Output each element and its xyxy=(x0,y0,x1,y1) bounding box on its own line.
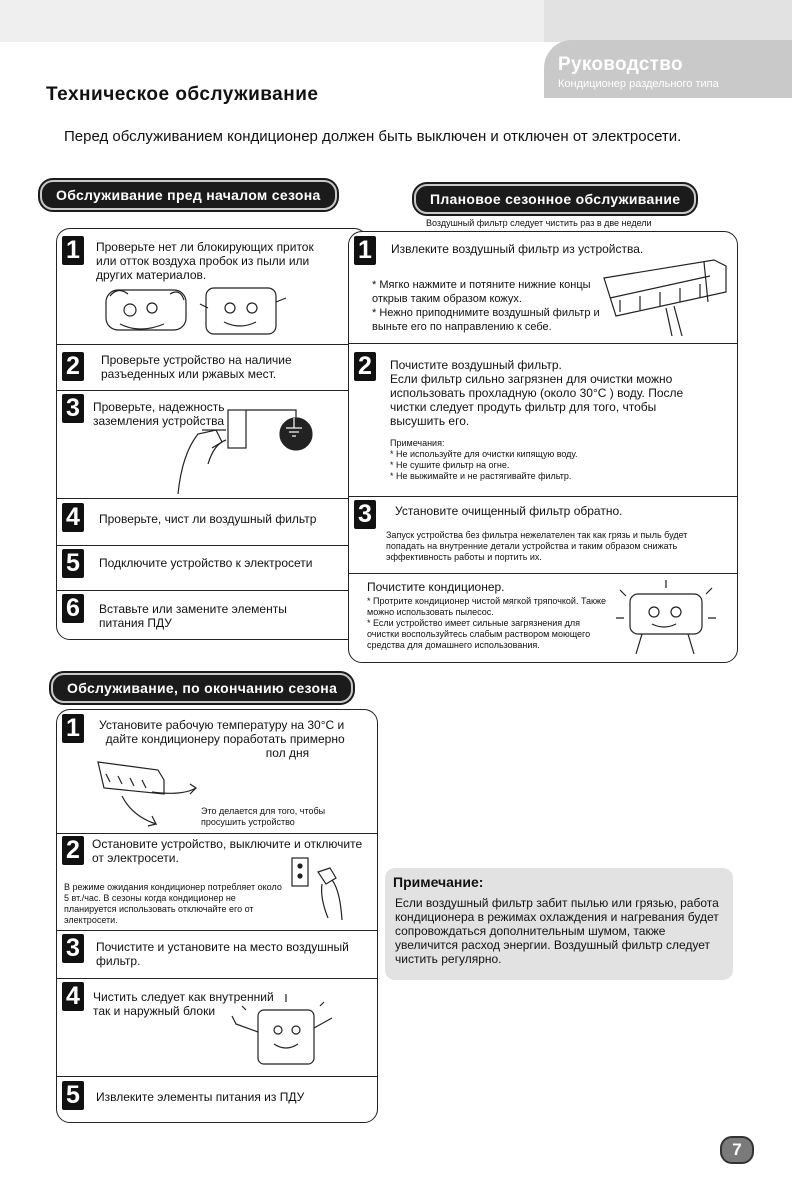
intro-text: Перед обслуживанием кондиционер должен быть выключен и отключен от электросети. xyxy=(64,128,682,145)
pre-season-heading: Обслуживание пред началом сезона xyxy=(40,180,337,210)
step-number: 3 xyxy=(354,500,376,529)
divider xyxy=(56,498,367,499)
step-text: Остановите устройство, выключите и отключите от электросети. xyxy=(92,837,363,865)
step-text: Проверьте, чист ли воздушный фильтр xyxy=(99,512,317,526)
seasonal-subheading: Воздушный фильтр следует чистить раз в две недели xyxy=(426,218,652,228)
step-number: 1 xyxy=(354,236,376,265)
step-text: Извлеките воздушный фильтр из устройства. xyxy=(391,242,644,256)
unplug-hand-illustration xyxy=(288,854,358,924)
divider xyxy=(56,1076,377,1077)
divider xyxy=(56,344,367,345)
clean-units-illustration xyxy=(228,992,338,1074)
step-text: Проверьте нет ли блокирующих приток или отток воздуха пробок из пыли или других материалов. xyxy=(96,240,314,282)
divider xyxy=(56,390,367,391)
step-number: 5 xyxy=(62,1081,84,1110)
divider xyxy=(56,978,377,979)
cleaning-unit-illustration xyxy=(612,578,724,658)
step-note: В режиме ожидания кондиционер потребляет около 5 вт./час. В сезоны когда кондиционер не планируется использовать отключайте его от электросети. xyxy=(64,882,282,925)
step-text: Проверьте, надежность заземления устройства xyxy=(93,400,225,428)
divider xyxy=(56,833,377,834)
step-detail: * Мягко нажмите и потяните нижние концы открыв таким образом кожух. * Нежно приподнимите воздушный фильтр и выньте его по направлению к себе. xyxy=(372,279,600,333)
step-text: Почистите воздушный фильтр. Если фильтр сильно загрязнен для очистки можно использовать прохладную (около 30°С ) воду. После чистки следует продуть фильтр для того, чтобы высушить его. xyxy=(390,358,684,428)
step-number: 1 xyxy=(62,236,84,265)
page-number: 7 xyxy=(720,1136,754,1164)
divider xyxy=(56,930,377,931)
step-number: 3 xyxy=(62,934,84,963)
seasonal-heading: Плановое сезонное обслуживание xyxy=(414,184,696,214)
step-note: Это делается для того, чтобы просушить устройство xyxy=(201,806,326,827)
header-tab xyxy=(544,0,792,42)
step-text: Извлеките элементы питания из ПДУ xyxy=(96,1090,305,1104)
step-number: 3 xyxy=(62,394,84,423)
step-number: 2 xyxy=(62,836,84,865)
page-title: Техническое обслуживание xyxy=(46,84,319,105)
dust-unit-illustration xyxy=(100,284,290,340)
step-text: Почистите и установите на место воздушный фильтр. xyxy=(96,940,349,968)
step-text: Вставьте или замените элементы питания ПДУ xyxy=(99,602,287,630)
step-number: 4 xyxy=(62,982,84,1011)
step-number: 2 xyxy=(354,352,376,381)
divider xyxy=(348,343,737,344)
step-detail: Запуск устройства без фильтра нежелателен так как грязь и пыль будет попадать на внутренние детали устройства и таким образом снижать эффективность работы и портить их. xyxy=(386,530,688,562)
indoor-unit-filter-illustration xyxy=(600,248,730,340)
step-text: Установите очищенный фильтр обратно. xyxy=(395,504,623,518)
step-number: 5 xyxy=(62,549,84,578)
note-text: Если воздушный фильтр забит пылью или грязью, работа кондиционера в режимах охлаждения и нагревания будет сопровождаться дополнительным шумом, также увеличится расход энергии. Воздушный фильтр следует чистить регулярно. xyxy=(395,896,719,966)
step-text: Подключите устройство к электросети xyxy=(99,556,313,570)
clean-detail: * Протрите кондиционер чистой мягкой тряпочкой. Также можно использовать пылесос. * Если устройство имеет сильные загрязнения для очистки воспользуйтесь слабым раствором моющего средства для домашнего использования. xyxy=(367,596,607,650)
note-title: Примечание: xyxy=(393,874,484,890)
clean-title: Почистите кондиционер. xyxy=(367,580,505,594)
divider xyxy=(348,496,737,497)
indoor-unit-airflow-illustration xyxy=(92,752,202,832)
divider xyxy=(56,545,367,546)
step-number: 6 xyxy=(62,594,84,623)
step-number: 1 xyxy=(62,714,84,743)
divider xyxy=(56,590,367,591)
step-text: Установите рабочую температуру на 30°С и дайте кондиционеру поработать примерно пол дня xyxy=(99,718,345,760)
ground-symbol-icon xyxy=(278,412,310,444)
step-text: Чистить следует как внутренний так и наружный блоки xyxy=(93,990,274,1018)
brand-title: Руководство xyxy=(558,54,683,75)
step-notes: Примечания: * Не используйте для очистки кипящую воду. * Не сушите фильтр на огне. * Не выжимайте и не растягивайте фильтр. xyxy=(390,438,578,481)
step-number: 4 xyxy=(62,503,84,532)
post-season-heading: Обслуживание, по окончанию сезона xyxy=(51,673,353,703)
brand-subtitle: Кондиционер раздельного типа xyxy=(558,78,719,90)
step-text: Проверьте устройство на наличие разъеденных или ржавых мест. xyxy=(101,353,292,381)
step-number: 2 xyxy=(62,352,84,381)
divider xyxy=(348,573,737,574)
